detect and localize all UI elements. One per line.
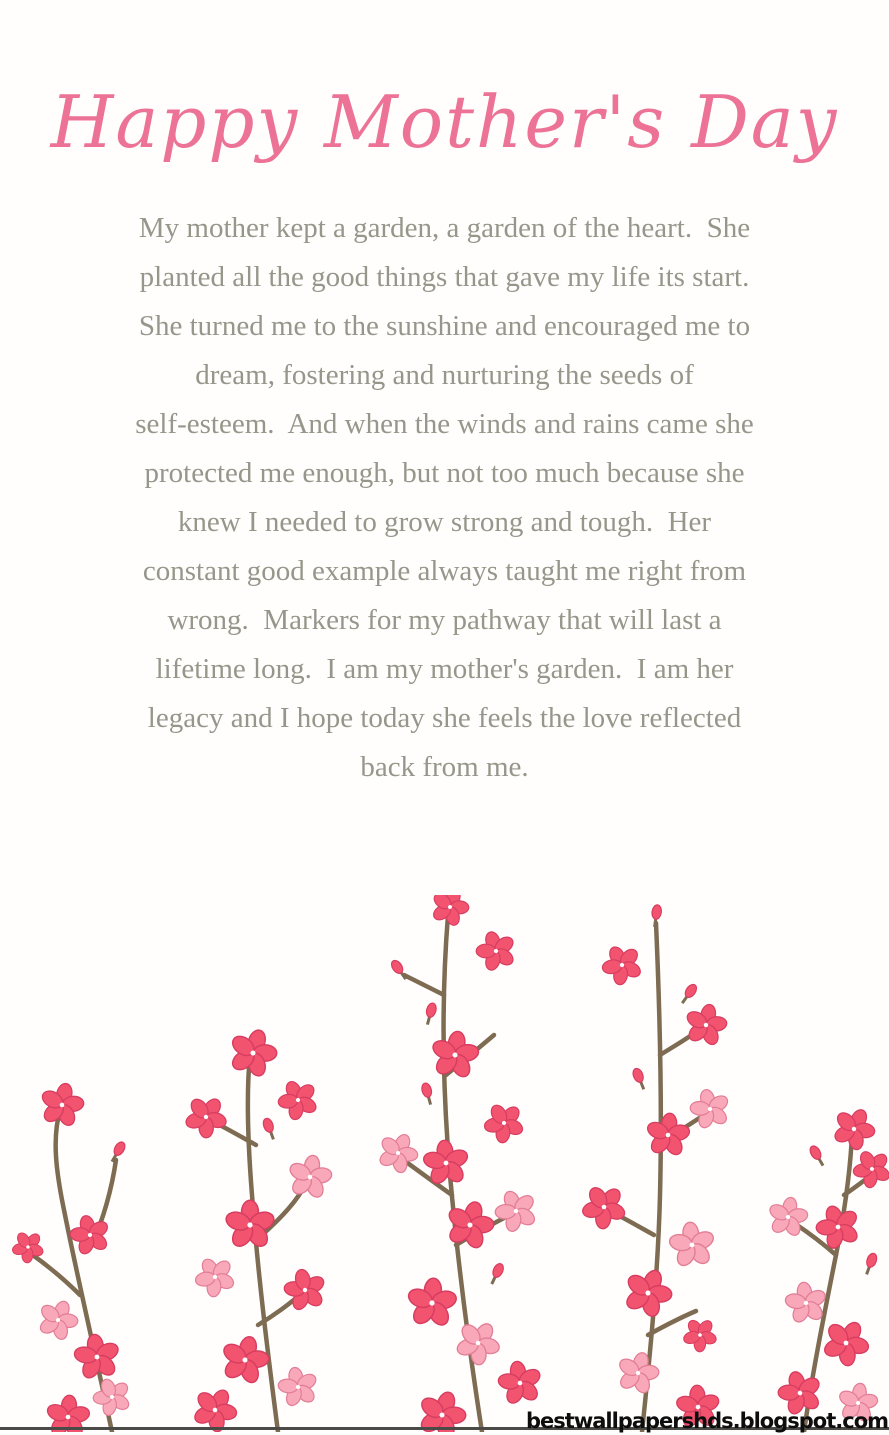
poem-line: legacy and I hope today she feels the love reflected <box>147 702 742 735</box>
poem-line: constant good example always taught me right from <box>142 555 747 588</box>
poem-line: She turned me to the sunshine and encouraged me to <box>138 310 751 343</box>
poem-line: self-esteem. And when the winds and rains came she <box>135 408 754 441</box>
blossom-icon <box>616 1262 680 1325</box>
blossom-icon <box>284 1152 337 1203</box>
blossom-icon <box>224 1200 276 1250</box>
blossom-branch <box>176 1023 337 1432</box>
blossom-icon <box>273 1363 322 1411</box>
blossom-branch <box>371 895 547 1432</box>
blossom-icon <box>31 1294 85 1347</box>
blossom-icon <box>666 1220 719 1271</box>
blossom-icon <box>276 1261 334 1320</box>
bud-icon <box>423 1002 438 1026</box>
bud-icon <box>420 1082 435 1106</box>
blossom-icon <box>475 1094 533 1152</box>
blossom-branch <box>572 904 735 1432</box>
poem-line: protected me enough, but not too much because she <box>144 457 745 490</box>
blossom-icon <box>494 1358 547 1409</box>
blossom-icon <box>222 1023 285 1084</box>
poem-line: My mother kept a garden, a garden of the heart. She <box>138 212 751 245</box>
blossom-icon <box>271 1073 326 1127</box>
blossom-branch <box>764 1101 889 1432</box>
blossom-icon <box>184 1380 245 1432</box>
bud-icon <box>678 982 698 1005</box>
blossom-icon <box>685 1085 735 1134</box>
blossom-icon <box>643 1111 693 1159</box>
blossom-icon <box>70 1331 124 1383</box>
blossom-icon <box>594 938 650 993</box>
blossom-icon <box>85 1370 140 1425</box>
blossom-icon <box>425 895 475 932</box>
poem-line: lifetime long. I am my mother's garden. I am her <box>155 653 734 686</box>
cherry-blossom-illustration <box>0 895 889 1432</box>
bud-icon <box>488 1262 506 1286</box>
blossom-icon <box>470 926 522 977</box>
blossom-icon <box>410 1384 473 1432</box>
bud-icon <box>808 1144 827 1168</box>
blossom-icon <box>187 1249 243 1304</box>
poem-line: dream, fostering and nurturing the seeds of <box>195 359 694 392</box>
blossom-icon <box>611 1347 664 1399</box>
bud-icon <box>650 904 662 927</box>
blossom-icon <box>35 1079 89 1131</box>
watermark: bestwallpapershds.blogspot.com <box>526 1409 888 1433</box>
blossom-icon <box>427 1028 483 1082</box>
bud-icon <box>631 1067 648 1091</box>
poem-line: planted all the good things that gave my life its start. <box>139 261 750 294</box>
bud-icon <box>262 1117 278 1141</box>
poem-line: back from me. <box>360 751 529 784</box>
greeting-card-page <box>0 70 889 1435</box>
poem-line: knew I needed to grow strong and tough. Her <box>177 506 712 539</box>
blossom-icon <box>680 1000 732 1050</box>
blossom-icon <box>764 1194 812 1240</box>
blossom-icon <box>809 1199 867 1256</box>
blossom-icon <box>488 1183 544 1238</box>
poem <box>0 204 889 792</box>
blossom-icon <box>404 1276 460 1329</box>
poem-line: wrong. Markers for my pathway that will last a <box>167 604 722 637</box>
bud-icon <box>389 958 409 981</box>
bud-icon <box>862 1252 878 1276</box>
card-title: Happy Mother's Day <box>50 80 839 164</box>
blossom-branch <box>5 1079 139 1432</box>
blossom-icon <box>572 1176 635 1239</box>
blossom-icon <box>420 1138 472 1188</box>
blossom-icon <box>176 1087 236 1146</box>
blossom-icon <box>825 1101 883 1158</box>
blossom-icon <box>439 1195 500 1255</box>
